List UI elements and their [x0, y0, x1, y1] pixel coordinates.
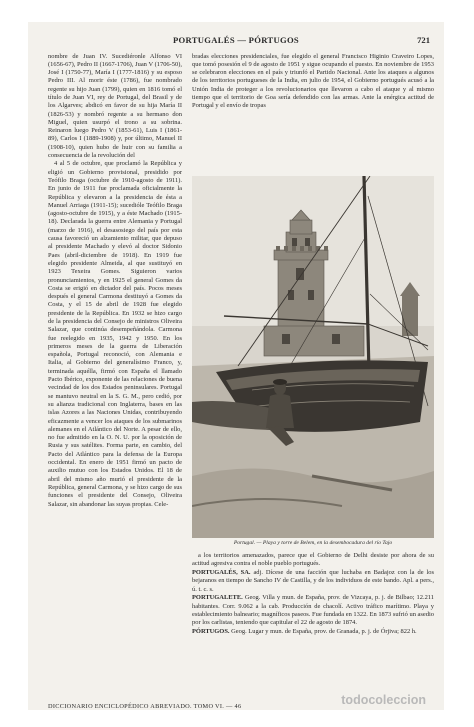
history-paragraph: 4 al 5 de octubre, que proclamó la República y eligió un Gobierno provisional, presidido por Teófilo Braga (octubre de 1910-agosto de 1911). En junio de 1911 fue proclamada oficialmente la República y elevaron a la presidencia de ésta a Manuel Arriaga (1911-15); sucedióle Teófilo Braga (agosto-octubre de 1915), y a éste Machado (1915-18). Declarada la guerra entre Alemania y Portugal (marzo de 1916), el desasosiego del país por esta causa favoreció un alzamiento militar, que depuso al presidente Machado y elevó al doctor Sidonio Paes (abril-diciembre de 1918). En 1919 fue elegido presidente Almeida, al que sustituyó en 1923 Texeira Gomes. Siguieron varios pronunciamientos, y en 1925 el general Gomes da Costa se erigió en dictador del país. Pocos meses después el general Carmona destituyó a Gomes da Costa, y el 15 de abril de 1928 fue elegido presidente de la República. En 1932 se hizo cargo de la presidencia del Consejo de ministros Oliveira Salazar, que continúa desempeñándola. Carmona fue reelegido en 1935, 1942 y 1950. En los primeros meses de la guerra de Liberación española, Portugal reconoció, con Alemania e Italia, al Gobierno del generalísimo Franco, y, terminada aquélla, firmó con España el llamado Pacto Ibérico, exponente de las relaciones de buena vecindad de los dos Estados peninsulares. Portugal se mantuvo neutral en la S. G. M., pero cedió, por su alianza tradicional con Inglaterra, bases en las islas Azores a las Naciones Unidas, contribuyendo eficazmente a vencer los ataques de los submarinos alemanes en el Atlántico del Norte. A pesar de ello, no fue admitido en la O. N. U. por la oposición de Rusia y sus satélites. Forma parte, en cambio, del Pacto del Atlántico para la defensa de la Europa occidental. En enero de 1951 firmó un pacto de auxilio mutuo con los Estados Unidos. El 18 de abril del mismo año murió el presidente de la República, general Carmona, y se hizo cargo de sus funciones el presidente del Consejo, Oliveira Salazar, sin abandonar las suyas propias. Cele-: [48, 160, 182, 508]
entry-text: adj. Dícese de una facción que luchaba en Badajoz con la de los bejaranos en tiempo de Sancho IV de Castilla, y de los individuos de este bando. Apl. a pers., ú. t. c. s.: [192, 569, 434, 593]
right-column-top: [192, 52, 434, 174]
entry-text: Geog. Lugar y mun. de España, prov. de Granada, p. j. de Órjiva; 822 h.: [231, 628, 417, 636]
dictionary-entry: [192, 628, 434, 636]
page-header: [28, 35, 444, 47]
dictionary-entry: [192, 569, 434, 594]
photo-caption: Portugal. — Playa y torre de Belem, en la desembocadura del río Tajo: [233, 540, 393, 546]
page-footer: DICCIONARIO ENCICLOPÉDICO ABREVIADO. TOMO VI. — 46: [48, 703, 242, 710]
history-paragraph: nombre de Juan IV. Sucediéronle Alfonso VI (1656-67), Pedro II (1667-1706), Juan V (1706-50), José I (1750-77), María I (1777-1816) y su esposo Pedro III. Al morir éste (1786), fue nombrado regente su hijo Juan (1799), quien en 1816 tomó el título de Juan VI, rey de Portugal, del Brasil y de los Algarves; abdicó en favor de su hija María II (1826-53) y nombró regente a su hermano don Miguel, quien usurpó el trono a su sobrina. Reinaron luego Pedro V (1853-61), Luis I (1861-89), Carlos I (1889-1908) y, por último, Manuel II (1908-10), quien hubo de huir con su familia a consecuencia de la revolución del: [48, 52, 182, 160]
history-paragraph: a los territorios amenazados, parece que el Gobierno de Delhi desiste por ahora de su actitud agresiva contra el noble pueblo portugués.: [192, 552, 434, 568]
page-number: 721: [417, 35, 430, 45]
dictionary-entry: [192, 594, 434, 627]
book-page: [28, 22, 444, 710]
entry-headword: PORTUGALETE.: [192, 594, 243, 602]
right-column-bottom: [192, 552, 434, 700]
header-title: PORTUGALÉS — PÓRTUGOS: [172, 35, 300, 45]
entry-headword: PORTUGALÉS, SA.: [192, 569, 251, 577]
history-paragraph: bradas elecciones presidenciales, fue elegido el general Francisco Higinio Craveiro Lopes, que tomó posesión el 9 de agosto de 1951 y sigue ocupando el puesto. En noviembre de 1953 se celebraron elecciones en el país y triunfó el Partido Nacional. Ante los ataques a algunos de los territorios portugueses de la India, en julio de 1954, el Gobierno portugués acusó a la Unión India de proteger a los revolucionarios que llevaron a cabo el ataque y al mismo tiempo que el territorio de Goa sería defendido con las armas. Ante la enérgica actitud de Portugal y el envío de tropas: [192, 52, 434, 110]
left-column: [48, 52, 182, 697]
entry-headword: PÓRTUGOS.: [192, 628, 230, 636]
watermark: todocoleccion: [341, 693, 426, 707]
photograph-belem-tower: [192, 176, 434, 538]
entry-text: Geog. Villa y mun. de España, prov. de Vizcaya, p. j. de Bilbao; 12.211 habitantes. Corr. 9.062 a la cab. Producción de chacolí. Activo tráfico marítimo. Playa y establecimiento balneario; magníficos paseos. Fue fundada en 1322. En 1873 sufrió un asedio por los carlistas, teniendo que capitular el 22 de agosto de 1874.: [192, 594, 434, 627]
